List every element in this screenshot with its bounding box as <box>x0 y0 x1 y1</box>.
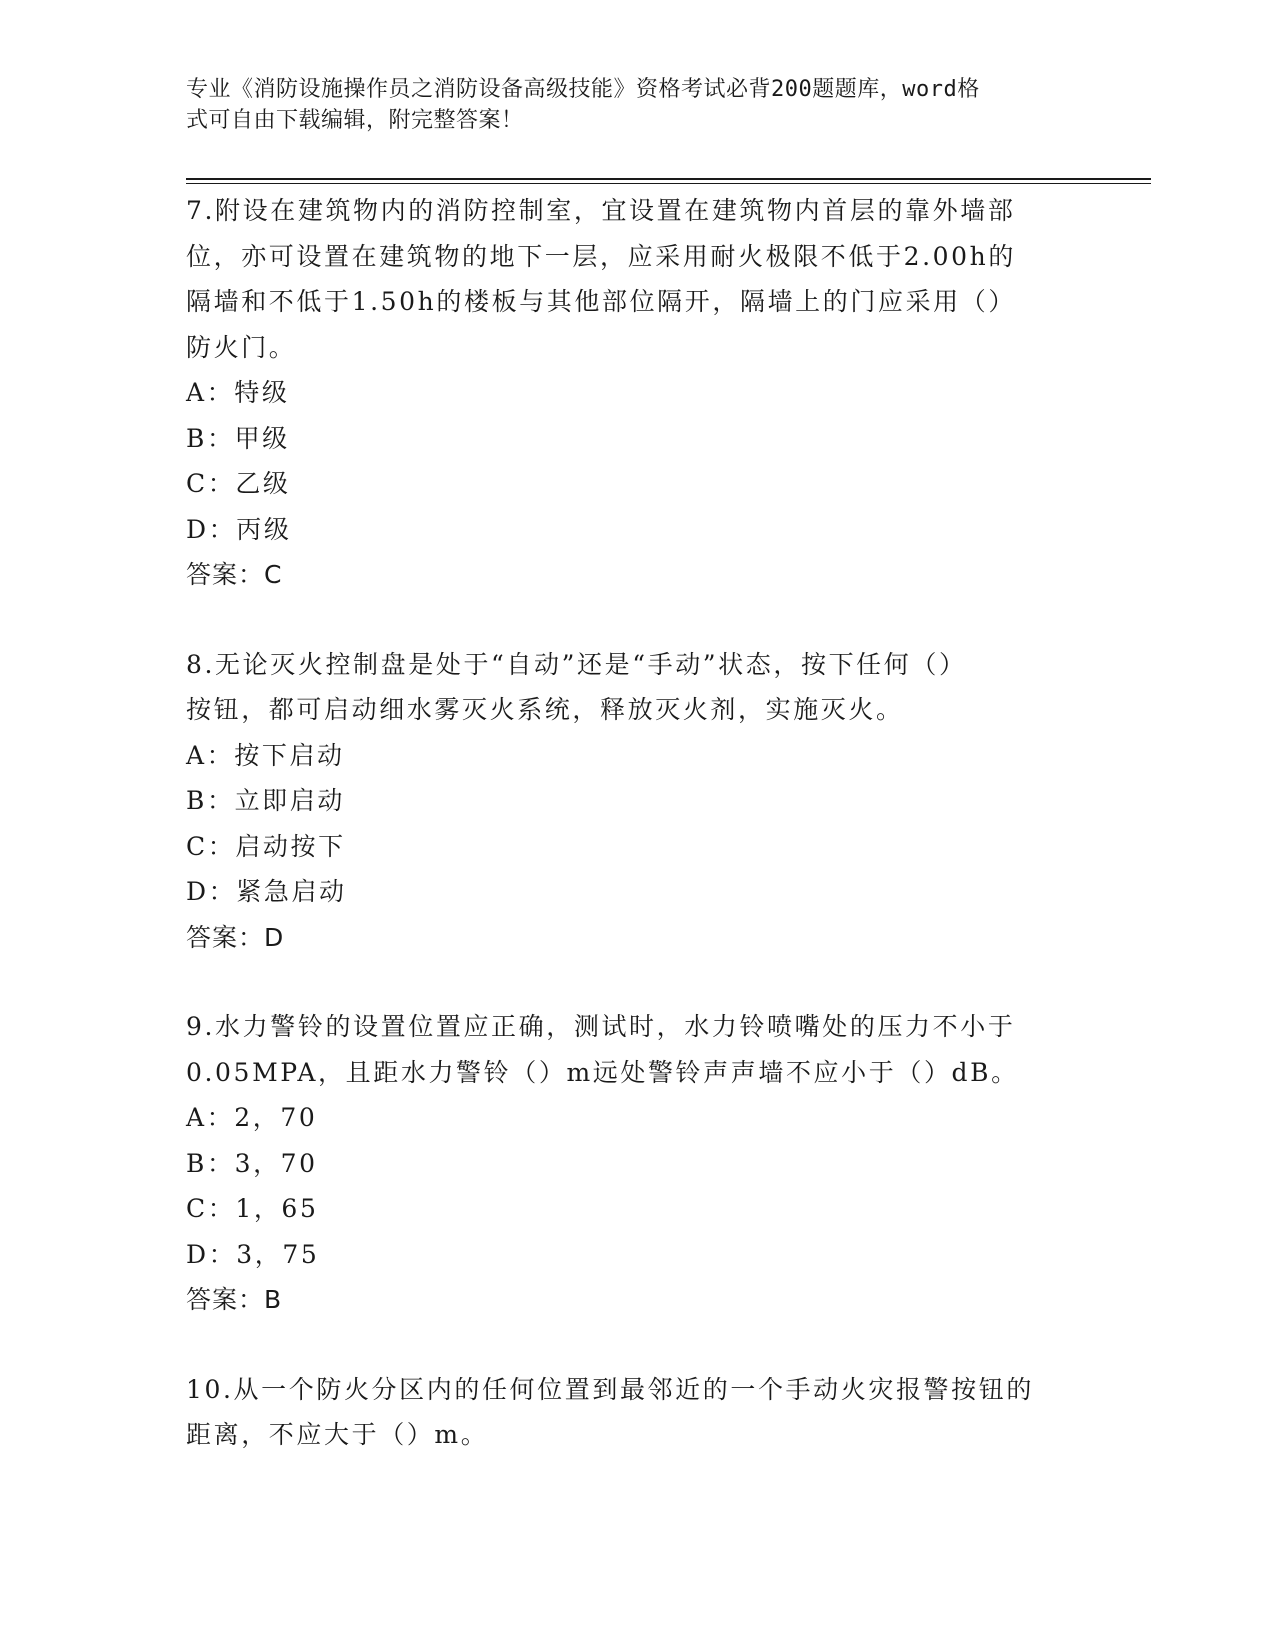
option-a: A：特级 <box>186 378 290 407</box>
answer-line: 答案：C <box>186 560 283 589</box>
question-10 <box>186 1367 1086 1458</box>
option-c: C：1，65 <box>186 1194 319 1223</box>
option-c: C：启动按下 <box>186 831 346 861</box>
header-line-2: 式可自由下载编辑，附完整答案！ <box>186 108 524 133</box>
question-list <box>186 188 1086 1458</box>
question-text-line: 防火门。 <box>186 332 297 362</box>
option-d: D：丙级 <box>186 514 292 544</box>
question-text-line: 位，亦可设置在建筑物的地下一层，应采用耐火极限不低于2.00h的 <box>186 241 1016 271</box>
option-b: B：甲级 <box>186 423 290 453</box>
option-a: A：2，70 <box>186 1103 318 1132</box>
question-text-line: 0.05MPA，且距水力警铃（）m远处警铃声声墙不应小于（）dB。 <box>186 1057 1019 1087</box>
question-text-line: 隔墙和不低于1.50h的楼板与其他部位隔开，隔墙上的门应采用（） <box>186 287 1016 316</box>
question-text-line: 7.附设在建筑物内的消防控制室，宜设置在建筑物内首层的靠外墙部 <box>186 196 1016 225</box>
option-b: B：立即启动 <box>186 786 345 815</box>
header-divider-thin <box>186 183 1151 184</box>
option-c: C：乙级 <box>186 469 291 498</box>
question-7 <box>186 188 1086 598</box>
header-line-1: 专业《消防设施操作员之消防设备高级技能》资格考试必背200题题库，word格 <box>186 77 980 102</box>
option-a: A：按下启动 <box>186 740 345 770</box>
answer-line: 答案：D <box>186 922 285 952</box>
option-d: D：紧急启动 <box>186 877 347 906</box>
question-text-line: 10.从一个防火分区内的任何位置到最邻近的一个手动火灾报警按钮的 <box>186 1374 1034 1404</box>
answer-line: 答案：B <box>186 1285 283 1314</box>
question-text-line: 按钮，都可启动细水雾灭火系统，释放灭火剂，实施灭火。 <box>186 695 904 724</box>
option-d: D：3，75 <box>186 1239 320 1269</box>
question-text-line: 8.无论灭火控制盘是处于“自动”还是“手动”状态，按下任何（） <box>186 649 967 679</box>
document-header <box>186 74 1066 136</box>
question-text-line: 距离，不应大于（）m。 <box>186 1420 489 1449</box>
header-divider-thick <box>186 178 1151 180</box>
question-9 <box>186 1004 1086 1323</box>
option-b: B：3，70 <box>186 1148 318 1178</box>
question-text-line: 9.水力警铃的设置位置应正确，测试时，水力铃喷嘴处的压力不小于 <box>186 1012 1016 1041</box>
question-8 <box>186 642 1086 961</box>
